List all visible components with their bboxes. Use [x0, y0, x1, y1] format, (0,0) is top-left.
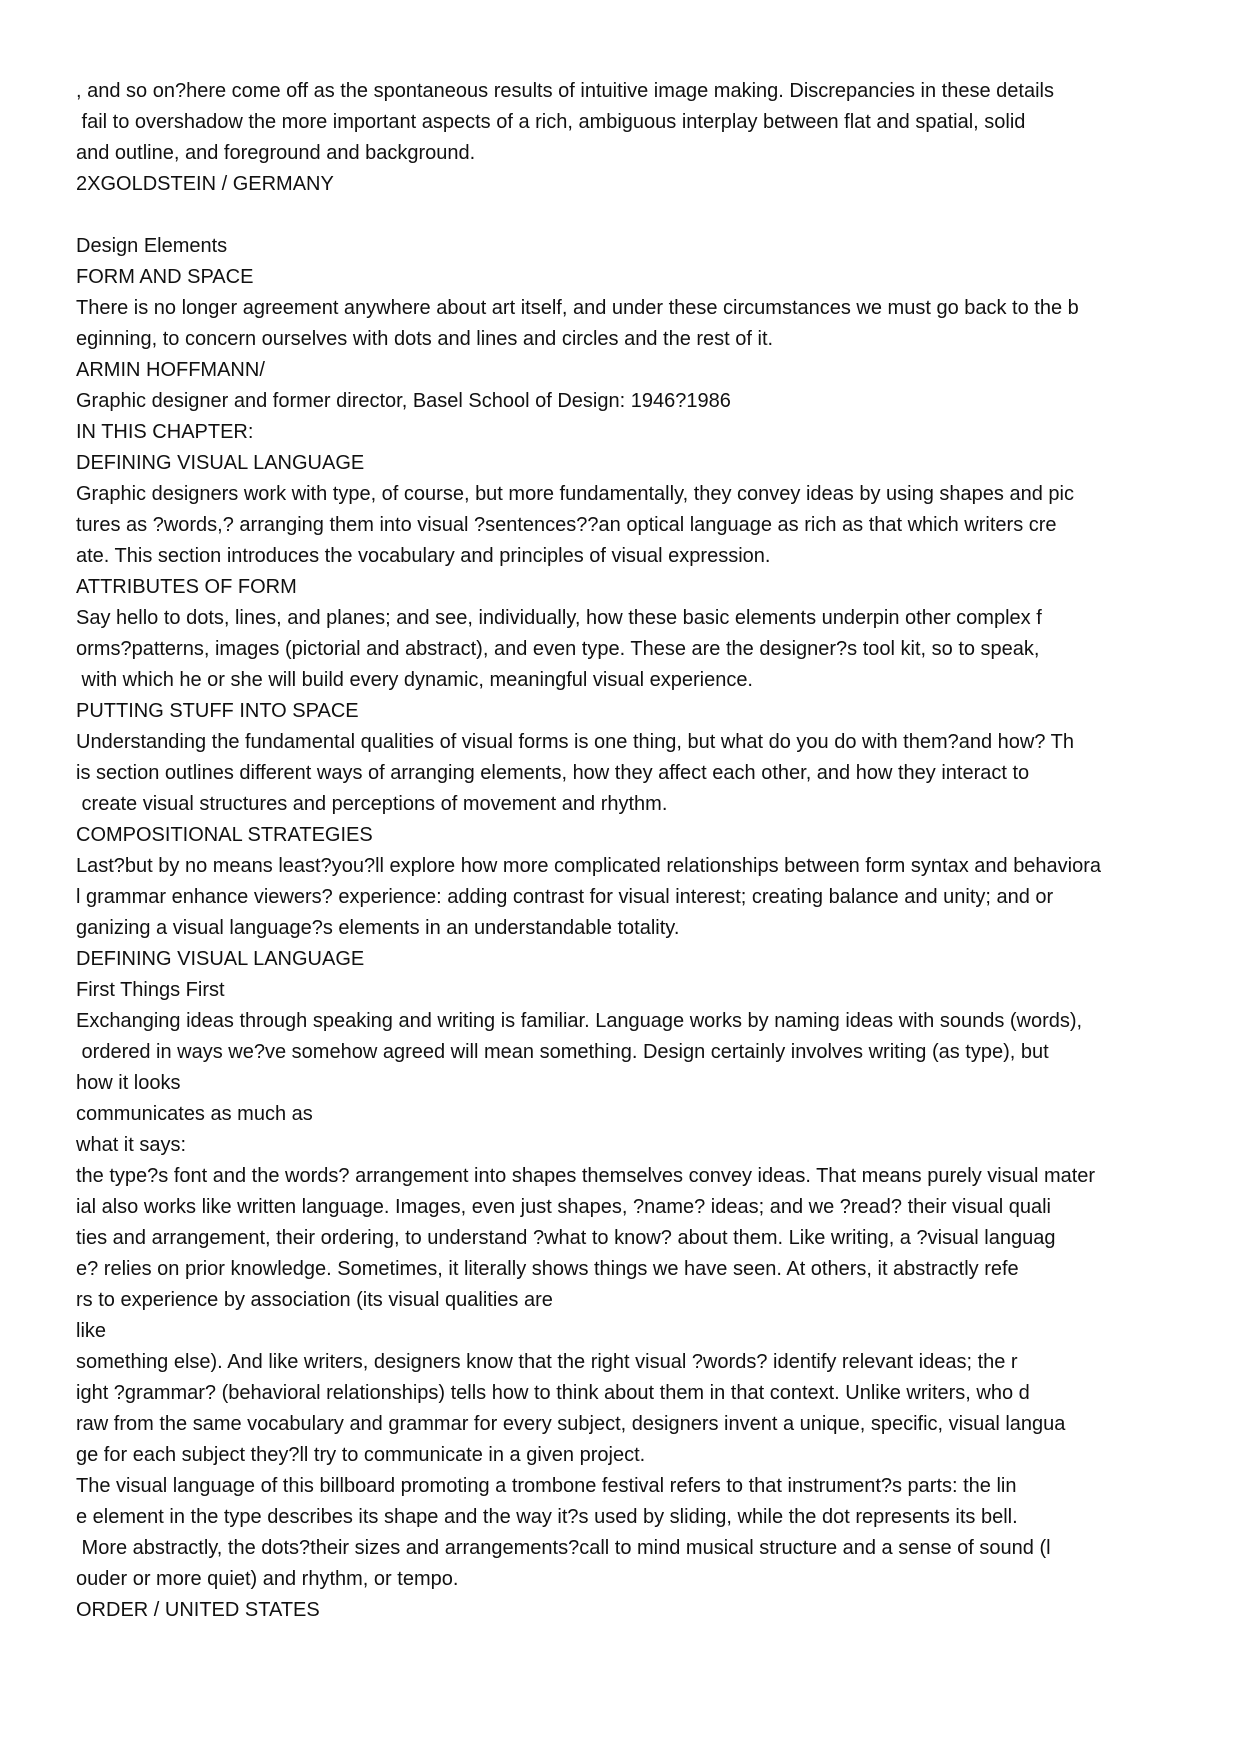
text-line: something else). And like writers, designers know that the right visual ?words? identify relevant ideas; the r — [76, 1351, 1018, 1373]
text-line: like — [76, 1320, 107, 1342]
text-line: and outline, and foreground and background. — [76, 142, 476, 164]
text-line: ORDER / UNITED STATES — [76, 1599, 320, 1621]
text-line: Understanding the fundamental qualities of visual forms is one thing, but what do you do with them?and how? Th — [76, 731, 1075, 753]
text-line: rs to experience by association (its visual qualities are — [76, 1289, 553, 1311]
text-line: how it looks — [76, 1072, 181, 1094]
text-line: the type?s font and the words? arrangement into shapes themselves convey ideas. That means purely visual mater — [76, 1165, 1096, 1187]
text-line: ordered in ways we?ve somehow agreed will mean something. Design certainly involves writing (as type), but — [76, 1041, 1049, 1063]
text-line: fail to overshadow the more important aspects of a rich, ambiguous interplay between flat and spatial, solid — [76, 111, 1026, 133]
text-line: 2XGOLDSTEIN / GERMANY — [76, 173, 334, 195]
text-line: ARMIN HOFFMANN/ — [76, 359, 265, 381]
text-line: tures as ?words,? arranging them into visual ?sentences??an optical language as rich as that which writers cre — [76, 514, 1057, 536]
text-line: Last?but by no means least?you?ll explore how more complicated relationships between form syntax and behaviora — [76, 855, 1102, 877]
text-line: create visual structures and perceptions of movement and rhythm. — [76, 793, 668, 815]
text-line: COMPOSITIONAL STRATEGIES — [76, 824, 373, 846]
text-line: There is no longer agreement anywhere about art itself, and under these circumstances we must go back to the b — [76, 297, 1079, 319]
text-line — [76, 200, 1176, 231]
text-line: PUTTING STUFF INTO SPACE — [76, 700, 359, 722]
text-line: with which he or she will build every dynamic, meaningful visual experience. — [76, 669, 753, 691]
text-line: ganizing a visual language?s elements in an understandable totality. — [76, 917, 680, 939]
text-line: First Things First — [76, 979, 225, 1001]
text-line: ATTRIBUTES OF FORM — [76, 576, 297, 598]
text-line: e element in the type describes its shape and the way it?s used by sliding, while the dot represents its bell. — [76, 1506, 1018, 1528]
text-line: Design Elements — [76, 235, 228, 257]
text-line: The visual language of this billboard promoting a trombone festival refers to that instrument?s parts: the lin — [76, 1475, 1017, 1497]
text-line: what it says: — [76, 1134, 187, 1156]
text-line: Exchanging ideas through speaking and writing is familiar. Language works by naming ideas with sounds (words), — [76, 1010, 1083, 1032]
text-line: ties and arrangement, their ordering, to understand ?what to know? about them. Like writing, a ?visual languag — [76, 1227, 1056, 1249]
text-line: is section outlines different ways of arranging elements, how they affect each other, and how they interact to — [76, 762, 1030, 784]
text-line: ate. This section introduces the vocabulary and principles of visual expression. — [76, 545, 771, 567]
text-line: Graphic designers work with type, of course, but more fundamentally, they convey ideas by using shapes and pic — [76, 483, 1074, 505]
text-line: FORM AND SPACE — [76, 266, 254, 288]
text-line: e? relies on prior knowledge. Sometimes, it literally shows things we have seen. At others, it abstractly refe — [76, 1258, 1019, 1280]
text-line: Say hello to dots, lines, and planes; and see, individually, how these basic elements underpin other complex f — [76, 607, 1042, 629]
text-line: raw from the same vocabulary and grammar for every subject, designers invent a unique, specific, visual langua — [76, 1413, 1066, 1435]
text-line: DEFINING VISUAL LANGUAGE — [76, 452, 365, 474]
document-text — [76, 76, 1176, 1626]
text-line: eginning, to concern ourselves with dots and lines and circles and the rest of it. — [76, 328, 774, 350]
text-line: DEFINING VISUAL LANGUAGE — [76, 948, 365, 970]
text-line: ouder or more quiet) and rhythm, or tempo. — [76, 1568, 459, 1590]
text-line: ight ?grammar? (behavioral relationships) tells how to think about them in that context. Unlike writers, who d — [76, 1382, 1030, 1404]
text-line: More abstractly, the dots?their sizes and arrangements?call to mind musical structure and a sense of sound (l — [76, 1537, 1051, 1559]
text-line: ge for each subject they?ll try to communicate in a given project. — [76, 1444, 646, 1466]
text-line: , and so on?here come off as the spontaneous results of intuitive image making. Discrepancies in these details — [76, 80, 1054, 102]
text-line: orms?patterns, images (pictorial and abstract), and even type. These are the designer?s tool kit, so to speak, — [76, 638, 1040, 660]
text-line: ial also works like written language. Images, even just shapes, ?name? ideas; and we ?read? their visual quali — [76, 1196, 1051, 1218]
text-line: l grammar enhance viewers? experience: adding contrast for visual interest; creating balance and unity; and or — [76, 886, 1054, 908]
text-line: Graphic designer and former director, Basel School of Design: 1946?1986 — [76, 390, 731, 412]
text-line: communicates as much as — [76, 1103, 313, 1125]
text-line: IN THIS CHAPTER: — [76, 421, 254, 443]
